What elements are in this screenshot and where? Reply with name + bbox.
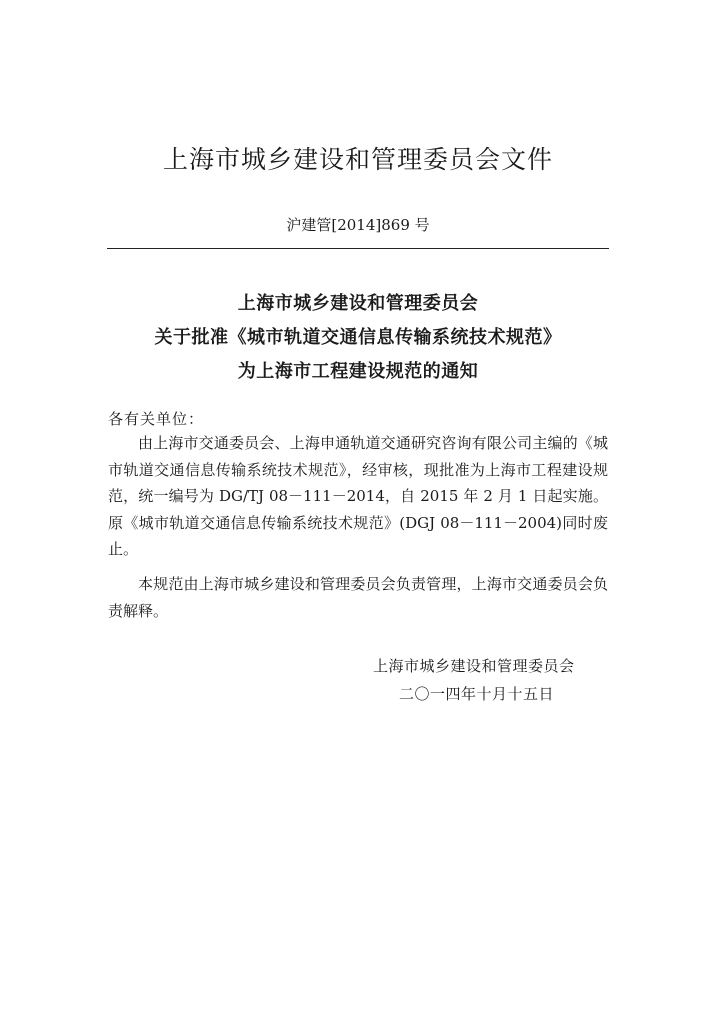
document-number: 沪建管[2014]869 号	[286, 216, 430, 234]
body-paragraph-2: 本规范由上海市城乡建设和管理委员会负责管理，上海市交通委员会负责解释。	[108, 575, 608, 620]
header-divider	[107, 248, 609, 249]
body-paragraph-1-container	[108, 430, 608, 563]
notice-title-line-2: 关于批准《城市轨道交通信息传输系统技术规范》	[154, 327, 562, 348]
notice-title-line-3: 为上海市工程建设规范的通知	[237, 361, 479, 382]
notice-title-line-1: 上海市城乡建设和管理委员会	[237, 293, 479, 314]
salutation: 各有关单位：	[108, 410, 205, 428]
signature-organization: 上海市城乡建设和管理委员会	[373, 657, 575, 675]
body-paragraph-1: 由上海市交通委员会、上海申通轨道交通研究咨询有限公司主编的《城市轨道交通信息传输系统技术规范》，经审核，现批准为上海市工程建设规范，统一编号为 DG/TJ 08－111－2014，自 2015 年 2 月 1 日起实施。原《城市轨道交通信息传输系统技术规范》(DGJ 08－111－2004)同时废止。	[108, 434, 608, 558]
signature-date: 二〇一四年十月十五日	[399, 685, 555, 703]
document-header-title: 上海市城乡建设和管理委员会文件	[162, 145, 553, 174]
body-paragraph-2-container	[108, 571, 608, 624]
